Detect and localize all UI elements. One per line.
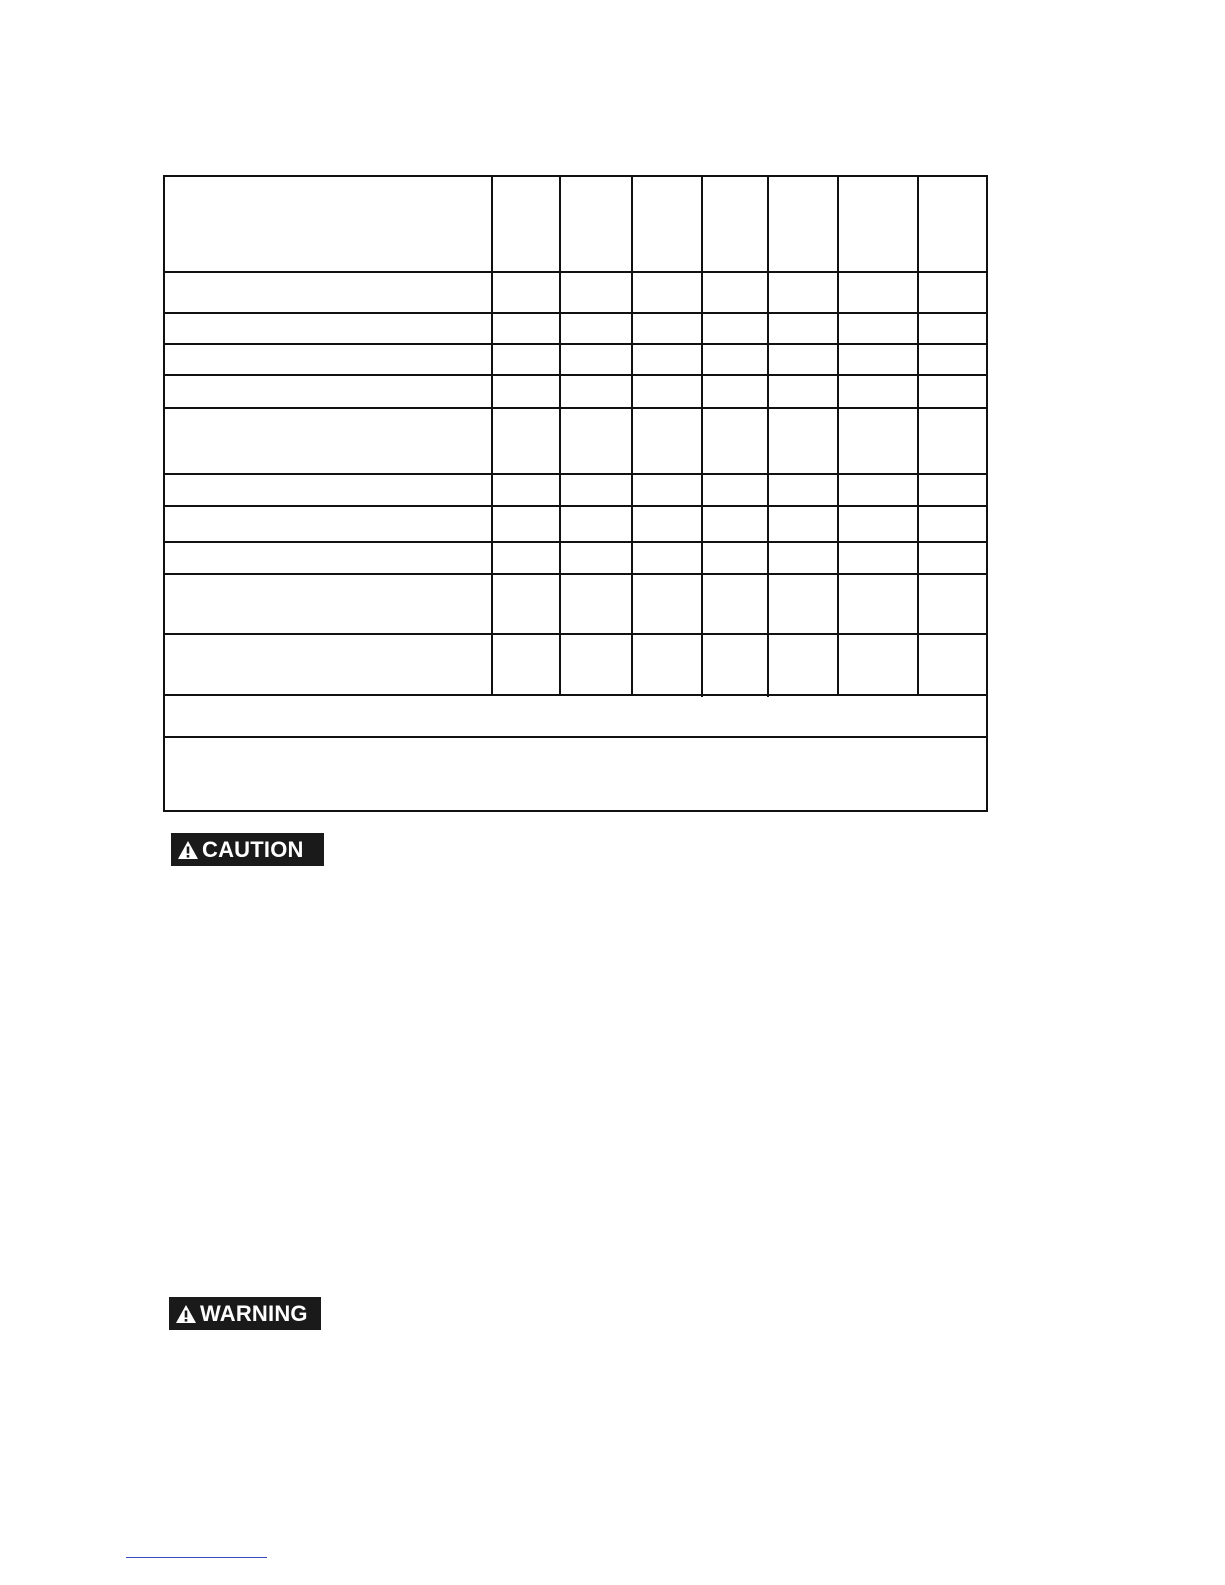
table-row-divider: [165, 694, 986, 696]
warning-text: WARNING: [200, 1301, 308, 1326]
table-row-divider: [165, 271, 986, 273]
table-column-divider: [701, 177, 703, 697]
footer-link-underline: [126, 1557, 267, 1558]
table-row-divider: [165, 374, 986, 376]
table-row-divider: [165, 573, 986, 575]
caution-text: CAUTION: [202, 837, 304, 862]
table-row-divider: [165, 541, 986, 543]
table-row-divider: [165, 343, 986, 345]
table-row-divider: [165, 473, 986, 475]
table-row-divider: [165, 505, 986, 507]
table-column-divider: [491, 177, 493, 695]
table-row-divider: [165, 312, 986, 314]
table-row-divider: [165, 633, 986, 635]
warning-triangle-icon: [177, 840, 199, 860]
table-row-divider: [165, 736, 986, 738]
table-column-divider: [767, 177, 769, 697]
warning-label: [169, 1297, 321, 1330]
table-column-divider: [917, 177, 919, 695]
caution-label: [171, 833, 324, 866]
table-column-divider: [631, 177, 633, 695]
table-row-divider: [165, 407, 986, 409]
table-column-divider: [837, 177, 839, 695]
table-column-divider: [559, 177, 561, 695]
warning-triangle-icon: [175, 1304, 197, 1324]
specification-table: [163, 175, 988, 812]
